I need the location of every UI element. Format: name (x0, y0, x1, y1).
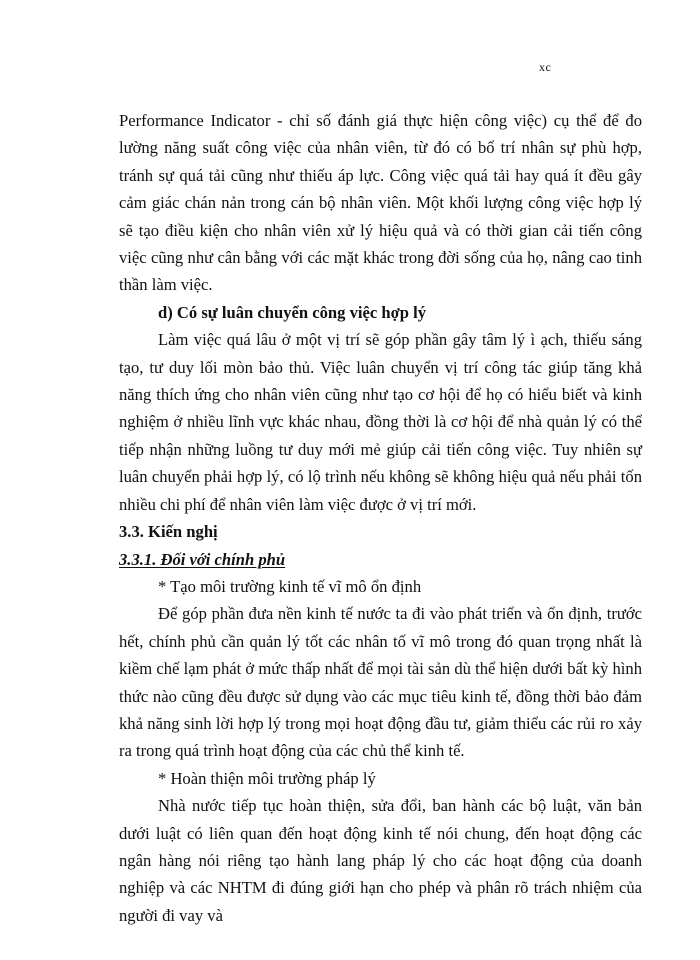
section-heading-recommendations: 3.3. Kiến nghị (119, 522, 218, 542)
subsection-heading-government: 3.3.1. Đối với chính phủ (119, 549, 286, 569)
paragraph-job-rotation: Làm việc quá lâu ở một vị trí sẽ góp phần gây tâm lý ì ạch, thiếu sáng tạo, tư duy lối mòn bảo thủ. Việc luân chuyển vị trí công tác giúp tăng khả năng thích ứng cho nhân viên cũng như tạo cơ hội để họ có hiểu biết và kinh nghiệm ở nhiều lĩnh vực khác nhau, đồng thời là cơ hội để nhà quản lý có thể tiếp nhận những luồng tư duy mới mẻ giúp cải tiến công việc. Tuy nhiên sự luân chuyển phải hợp lý, có lộ trình nếu không sẽ không hiệu quả nếu phải tốn nhiều chi phí để nhân viên làm việc được ở vị trí mới. (119, 330, 642, 514)
page-number: xc (539, 60, 552, 74)
document-body (119, 107, 642, 929)
paragraph-macro-environment: Để góp phần đưa nền kinh tế nước ta đi vào phát triển và ổn định, trước hết, chính phủ cần quản lý tốt các nhân tố vĩ mô trong đó quan trọng nhất là kiềm chế lạm phát ở mức thấp nhất để mọi tài sản dù thể hiện dưới bất kỳ hình thức nào cũng đều được sử dụng vào các mục tiêu kinh tế, đồng thời bảo đảm khả năng sinh lời hợp lý trong mọi hoạt động đầu tư, giảm thiểu các rủi ro xảy ra trong quá trình hoạt động của các chủ thể kinh tế. (119, 604, 642, 761)
paragraph-kpi-continuation: Performance Indicator - chỉ số đánh giá thực hiện công việc) cụ thể để đo lường năng suất công việc của nhân viên, từ đó có bố trí nhân sự phù hợp, tránh sự quá tải cũng như thiếu áp lực. Công việc quá tải hay quá ít đều gây cảm giác chán nản trong cán bộ nhân viên. Một khối lượng công việc hợp lý sẽ tạo điều kiện cho nhân viên xử lý hiệu quả và có thời gian cải tiến công việc cũng như cân bằng với các mặt khác trong đời sống của họ, nâng cao tinh thần làm việc. (119, 111, 642, 295)
bullet-macro-environment: * Tạo môi trường kinh tế vĩ mô ổn định (158, 576, 422, 596)
bullet-legal-environment: * Hoàn thiện môi trường pháp lý (158, 768, 376, 788)
paragraph-legal-environment: Nhà nước tiếp tục hoàn thiện, sửa đổi, ban hành các bộ luật, văn bản dưới luật có liên quan đến hoạt động kinh tế nói chung, đến hoạt động các ngân hàng nói riêng tạo hành lang pháp lý cho các hoạt động của doanh nghiệp và các NHTM đi đúng giới hạn cho phép và phân rõ trách nhiệm của người đi vay và (119, 796, 642, 925)
subheading-job-rotation: d) Có sự luân chuyển công việc hợp lý (158, 302, 427, 322)
